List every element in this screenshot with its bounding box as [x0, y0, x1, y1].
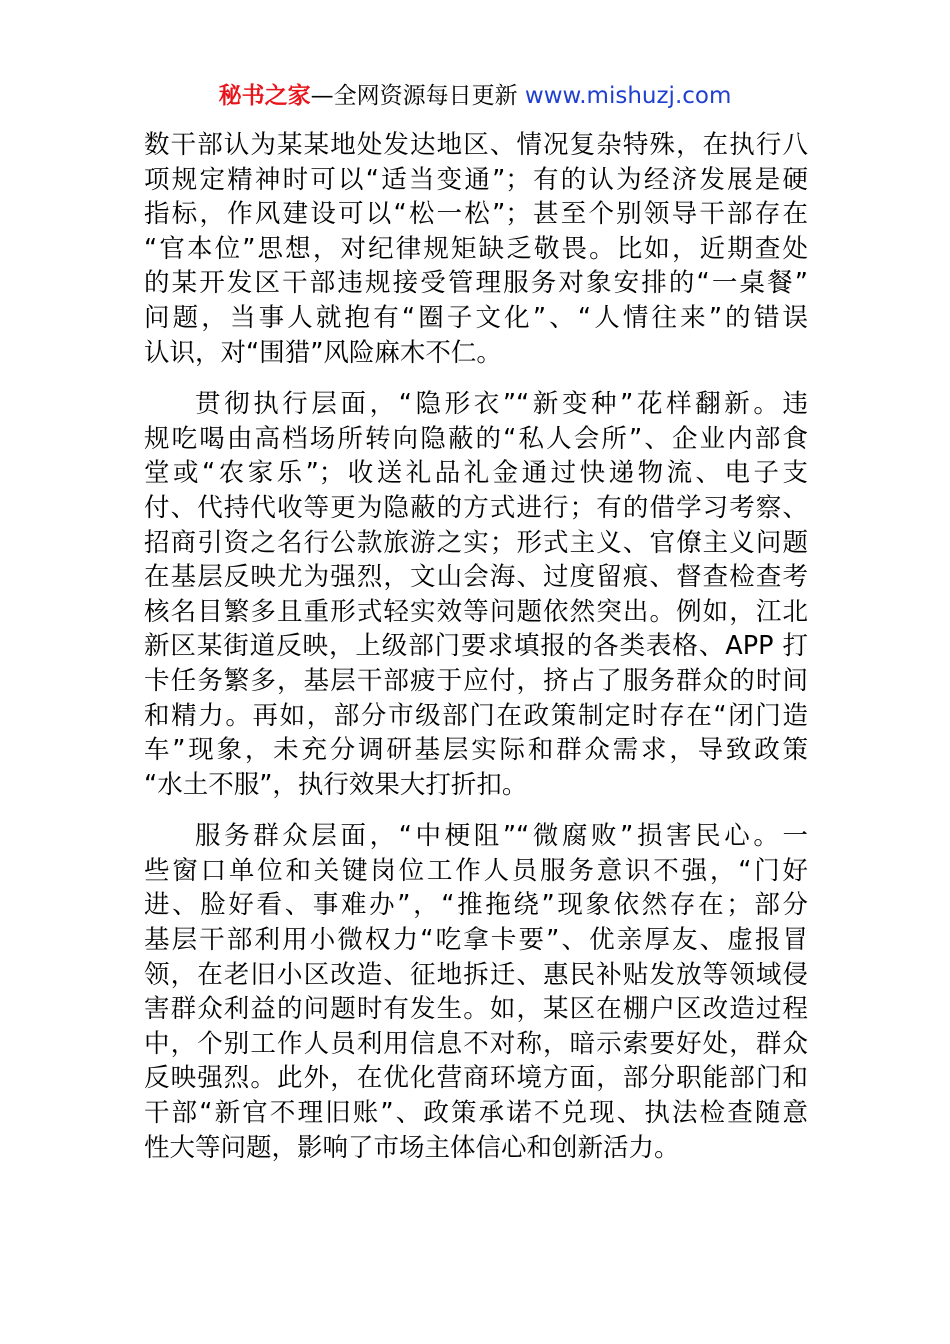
text-line: 卡任务繁多，基层干部疲于应付，挤占了服务群众的时间 [144, 665, 808, 696]
text-line: 指标，作风建设可以“松一松”；甚至个别领导干部存在 [144, 199, 808, 230]
text-line: 堂或“农家乐”；收送礼品礼金通过快递物流、电子支 [144, 458, 808, 489]
text-line: 车”现象，未充分调研基层实际和群众需求，导致政策 [144, 735, 808, 766]
site-brand: 秘书之家 [218, 83, 311, 109]
site-url-link[interactable]: www.mishuzj.com [524, 83, 732, 109]
text-line: “水土不服”，执行效果大打折扣。 [144, 769, 528, 800]
document-body [144, 128, 808, 1182]
text-line: 干部“新官不理旧账”、政策承诺不兑现、执法检查随意 [144, 1098, 808, 1129]
text-line: 招商引资之名行公款旅游之实；形式主义、官僚主义问题 [144, 527, 808, 558]
text-line: 贯彻执行层面，“隐形衣”“新变种”花样翻新。违 [195, 389, 808, 420]
text-line: 的某开发区干部违规接受管理服务对象安排的“一桌餐” [144, 268, 808, 299]
text-line: 服务群众层面，“中梗阻”“微腐败”损害民心。一 [195, 821, 808, 852]
text-line: 反映强烈。此外，在优化营商环境方面，部分职能部门和 [144, 1063, 808, 1094]
text-line: 领，在老旧小区改造、征地拆迁、惠民补贴发放等领域侵 [144, 959, 808, 990]
paragraph-3 [144, 819, 808, 1165]
text-line: 害群众利益的问题时有发生。如，某区在棚户区改造过程 [144, 994, 808, 1025]
paragraph-2 [144, 387, 808, 802]
text-line: 项规定精神时可以“适当变通”；有的认为经济发展是硬 [144, 164, 808, 195]
text-line: 中，个别工作人员利用信息不对称，暗示索要好处，群众 [144, 1028, 808, 1059]
text-line: 付、代持代收等更为隐蔽的方式进行；有的借学习考察、 [144, 492, 808, 523]
text-line: 在基层反映尤为强烈，文山会海、过度留痕、督查检查考 [144, 562, 808, 593]
text-line: 些窗口单位和关键岗位工作人员服务意识不强，“门好 [144, 855, 808, 886]
text-line: 数干部认为某某地处发达地区、情况复杂特殊，在执行八 [144, 130, 808, 160]
text-line: 基层干部利用小微权力“吃拿卡要”、优亲厚友、虚报冒 [144, 925, 808, 956]
text-line: 核名目繁多且重形式轻实效等问题依然突出。例如，江北 [144, 596, 808, 627]
text-line: 问题，当事人就抱有“圈子文化”、“人情往来”的错误 [144, 302, 808, 333]
paragraph-1 [144, 128, 808, 370]
text-line: “官本位”思想，对纪律规矩缺乏敬畏。比如，近期查处 [144, 233, 808, 264]
text-line: 性大等问题，影响了市场主体信心和创新活力。 [144, 1132, 680, 1163]
text-line: 认识，对“围猎”风险麻木不仁。 [144, 337, 502, 368]
site-header [0, 80, 950, 112]
site-tagline: —全网资源每日更新 [310, 83, 525, 109]
text-line: 进、脸好看、事难办”，“推拖绕”现象依然存在；部分 [144, 890, 808, 921]
text-line: 规吃喝由高档场所转向隐蔽的“私人会所”、企业内部食 [144, 423, 808, 454]
text-line: 新区某街道反映，上级部门要求填报的各类表格、APP 打 [144, 631, 808, 662]
text-line: 和精力。再如，部分市级部门在政策制定时存在“闭门造 [144, 700, 808, 731]
